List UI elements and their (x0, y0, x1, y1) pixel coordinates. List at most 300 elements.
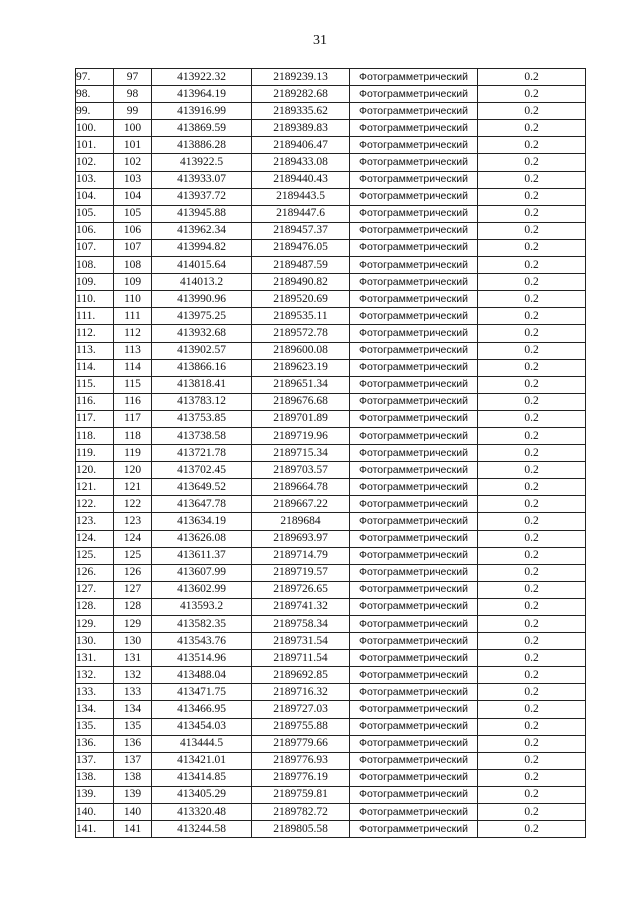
method-cell: Фотограмметрический (350, 530, 478, 547)
y-coordinate-cell: 2189520.69 (252, 291, 350, 308)
point-id-cell: 121 (114, 479, 152, 496)
table-row (76, 86, 586, 103)
y-coordinate-cell: 2189776.93 (252, 752, 350, 769)
x-coordinate-cell: 413866.16 (152, 359, 252, 376)
x-coordinate-cell: 413421.01 (152, 752, 252, 769)
accuracy-cell: 0.2 (478, 171, 586, 188)
row-number-cell: 112. (76, 325, 114, 342)
accuracy-cell: 0.2 (478, 786, 586, 803)
point-id-cell: 117 (114, 410, 152, 427)
method-cell: Фотограмметрический (350, 325, 478, 342)
method-cell: Фотограмметрический (350, 154, 478, 171)
method-cell: Фотограмметрический (350, 445, 478, 462)
y-coordinate-cell: 2189572.78 (252, 325, 350, 342)
method-cell: Фотограмметрический (350, 69, 478, 86)
point-id-cell: 113 (114, 342, 152, 359)
x-coordinate-cell: 413994.82 (152, 239, 252, 256)
table-row (76, 342, 586, 359)
table-row (76, 154, 586, 171)
y-coordinate-cell: 2189741.32 (252, 598, 350, 615)
y-coordinate-cell: 2189758.34 (252, 616, 350, 633)
point-id-cell: 128 (114, 598, 152, 615)
method-cell: Фотограмметрический (350, 462, 478, 479)
row-number-cell: 126. (76, 564, 114, 581)
accuracy-cell: 0.2 (478, 564, 586, 581)
x-coordinate-cell: 413414.85 (152, 769, 252, 786)
row-number-cell: 137. (76, 752, 114, 769)
row-number-cell: 129. (76, 616, 114, 633)
table-row (76, 410, 586, 427)
accuracy-cell: 0.2 (478, 120, 586, 137)
point-id-cell: 97 (114, 69, 152, 86)
y-coordinate-cell: 2189623.19 (252, 359, 350, 376)
method-cell: Фотограмметрический (350, 769, 478, 786)
row-number-cell: 116. (76, 393, 114, 410)
row-number-cell: 98. (76, 86, 114, 103)
page-number: 31 (313, 33, 327, 48)
y-coordinate-cell: 2189487.59 (252, 257, 350, 274)
table-row (76, 786, 586, 803)
method-cell: Фотограмметрический (350, 752, 478, 769)
table-row (76, 222, 586, 239)
point-id-cell: 141 (114, 821, 152, 838)
method-cell: Фотограмметрический (350, 513, 478, 530)
y-coordinate-cell: 2189719.57 (252, 564, 350, 581)
method-cell: Фотограмметрический (350, 171, 478, 188)
table-row (76, 274, 586, 291)
x-coordinate-cell: 413902.57 (152, 342, 252, 359)
x-coordinate-cell: 413922.5 (152, 154, 252, 171)
accuracy-cell: 0.2 (478, 427, 586, 444)
accuracy-cell: 0.2 (478, 274, 586, 291)
y-coordinate-cell: 2189664.78 (252, 479, 350, 496)
y-coordinate-cell: 2189716.32 (252, 684, 350, 701)
method-cell: Фотограмметрический (350, 479, 478, 496)
accuracy-cell: 0.2 (478, 376, 586, 393)
x-coordinate-cell: 413543.76 (152, 633, 252, 650)
point-id-cell: 112 (114, 325, 152, 342)
table-row (76, 530, 586, 547)
method-cell: Фотограмметрический (350, 359, 478, 376)
x-coordinate-cell: 413582.35 (152, 616, 252, 633)
method-cell: Фотограмметрический (350, 393, 478, 410)
method-cell: Фотограмметрический (350, 291, 478, 308)
row-number-cell: 128. (76, 598, 114, 615)
y-coordinate-cell: 2189239.13 (252, 69, 350, 86)
point-id-cell: 100 (114, 120, 152, 137)
point-id-cell: 115 (114, 376, 152, 393)
table-row (76, 752, 586, 769)
point-id-cell: 103 (114, 171, 152, 188)
table-row (76, 769, 586, 786)
y-coordinate-cell: 2189703.57 (252, 462, 350, 479)
row-number-cell: 131. (76, 650, 114, 667)
accuracy-cell: 0.2 (478, 769, 586, 786)
x-coordinate-cell: 413405.29 (152, 786, 252, 803)
point-id-cell: 132 (114, 667, 152, 684)
table-row (76, 171, 586, 188)
method-cell: Фотограмметрический (350, 257, 478, 274)
y-coordinate-cell: 2189684 (252, 513, 350, 530)
table-row (76, 291, 586, 308)
point-id-cell: 135 (114, 718, 152, 735)
x-coordinate-cell: 414013.2 (152, 274, 252, 291)
row-number-cell: 133. (76, 684, 114, 701)
accuracy-cell: 0.2 (478, 650, 586, 667)
table-row (76, 427, 586, 444)
point-id-cell: 102 (114, 154, 152, 171)
table-row (76, 633, 586, 650)
accuracy-cell: 0.2 (478, 616, 586, 633)
coordinates-table (75, 68, 586, 838)
x-coordinate-cell: 413738.58 (152, 427, 252, 444)
point-id-cell: 111 (114, 308, 152, 325)
accuracy-cell: 0.2 (478, 718, 586, 735)
accuracy-cell: 0.2 (478, 154, 586, 171)
point-id-cell: 116 (114, 393, 152, 410)
method-cell: Фотограмметрический (350, 684, 478, 701)
accuracy-cell: 0.2 (478, 188, 586, 205)
table-row (76, 239, 586, 256)
row-number-cell: 125. (76, 547, 114, 564)
method-cell: Фотограмметрический (350, 821, 478, 838)
accuracy-cell: 0.2 (478, 667, 586, 684)
method-cell: Фотограмметрический (350, 496, 478, 513)
x-coordinate-cell: 413514.96 (152, 650, 252, 667)
row-number-cell: 97. (76, 69, 114, 86)
y-coordinate-cell: 2189759.81 (252, 786, 350, 803)
table-row (76, 188, 586, 205)
point-id-cell: 129 (114, 616, 152, 633)
row-number-cell: 118. (76, 427, 114, 444)
x-coordinate-cell: 413753.85 (152, 410, 252, 427)
point-id-cell: 136 (114, 735, 152, 752)
method-cell: Фотограмметрический (350, 804, 478, 821)
y-coordinate-cell: 2189805.58 (252, 821, 350, 838)
y-coordinate-cell: 2189755.88 (252, 718, 350, 735)
point-id-cell: 98 (114, 86, 152, 103)
point-id-cell: 109 (114, 274, 152, 291)
method-cell: Фотограмметрический (350, 701, 478, 718)
row-number-cell: 106. (76, 222, 114, 239)
table-row (76, 804, 586, 821)
accuracy-cell: 0.2 (478, 69, 586, 86)
point-id-cell: 110 (114, 291, 152, 308)
x-coordinate-cell: 413602.99 (152, 581, 252, 598)
accuracy-cell: 0.2 (478, 239, 586, 256)
row-number-cell: 114. (76, 359, 114, 376)
x-coordinate-cell: 413869.59 (152, 120, 252, 137)
accuracy-cell: 0.2 (478, 205, 586, 222)
x-coordinate-cell: 413975.25 (152, 308, 252, 325)
row-number-cell: 107. (76, 239, 114, 256)
table-row (76, 496, 586, 513)
method-cell: Фотограмметрический (350, 633, 478, 650)
method-cell: Фотограмметрический (350, 205, 478, 222)
y-coordinate-cell: 2189719.96 (252, 427, 350, 444)
row-number-cell: 141. (76, 821, 114, 838)
table-row (76, 598, 586, 615)
y-coordinate-cell: 2189447.6 (252, 205, 350, 222)
table-row (76, 393, 586, 410)
row-number-cell: 105. (76, 205, 114, 222)
accuracy-cell: 0.2 (478, 257, 586, 274)
point-id-cell: 114 (114, 359, 152, 376)
row-number-cell: 103. (76, 171, 114, 188)
accuracy-cell: 0.2 (478, 547, 586, 564)
accuracy-cell: 0.2 (478, 359, 586, 376)
method-cell: Фотограмметрический (350, 564, 478, 581)
point-id-cell: 138 (114, 769, 152, 786)
row-number-cell: 101. (76, 137, 114, 154)
row-number-cell: 120. (76, 462, 114, 479)
table-row (76, 821, 586, 838)
point-id-cell: 130 (114, 633, 152, 650)
method-cell: Фотограмметрический (350, 86, 478, 103)
method-cell: Фотограмметрический (350, 667, 478, 684)
method-cell: Фотограмметрический (350, 274, 478, 291)
table-row (76, 103, 586, 120)
point-id-cell: 105 (114, 205, 152, 222)
y-coordinate-cell: 2189433.08 (252, 154, 350, 171)
y-coordinate-cell: 2189282.68 (252, 86, 350, 103)
method-cell: Фотограмметрический (350, 222, 478, 239)
y-coordinate-cell: 2189457.37 (252, 222, 350, 239)
y-coordinate-cell: 2189406.47 (252, 137, 350, 154)
point-id-cell: 124 (114, 530, 152, 547)
table-row (76, 581, 586, 598)
point-id-cell: 104 (114, 188, 152, 205)
method-cell: Фотограмметрический (350, 308, 478, 325)
x-coordinate-cell: 413721.78 (152, 445, 252, 462)
x-coordinate-cell: 413466.95 (152, 701, 252, 718)
row-number-cell: 139. (76, 786, 114, 803)
row-number-cell: 138. (76, 769, 114, 786)
accuracy-cell: 0.2 (478, 581, 586, 598)
method-cell: Фотограмметрический (350, 188, 478, 205)
row-number-cell: 132. (76, 667, 114, 684)
x-coordinate-cell: 413593.2 (152, 598, 252, 615)
point-id-cell: 131 (114, 650, 152, 667)
x-coordinate-cell: 413933.07 (152, 171, 252, 188)
point-id-cell: 134 (114, 701, 152, 718)
row-number-cell: 111. (76, 308, 114, 325)
x-coordinate-cell: 413964.19 (152, 86, 252, 103)
y-coordinate-cell: 2189535.11 (252, 308, 350, 325)
y-coordinate-cell: 2189782.72 (252, 804, 350, 821)
method-cell: Фотограмметрический (350, 547, 478, 564)
point-id-cell: 122 (114, 496, 152, 513)
row-number-cell: 123. (76, 513, 114, 530)
point-id-cell: 108 (114, 257, 152, 274)
point-id-cell: 126 (114, 564, 152, 581)
y-coordinate-cell: 2189651.34 (252, 376, 350, 393)
method-cell: Фотограмметрический (350, 598, 478, 615)
x-coordinate-cell: 413783.12 (152, 393, 252, 410)
table-row (76, 205, 586, 222)
x-coordinate-cell: 413444.5 (152, 735, 252, 752)
point-id-cell: 123 (114, 513, 152, 530)
accuracy-cell: 0.2 (478, 633, 586, 650)
accuracy-cell: 0.2 (478, 821, 586, 838)
table-row (76, 564, 586, 581)
x-coordinate-cell: 413649.52 (152, 479, 252, 496)
y-coordinate-cell: 2189389.83 (252, 120, 350, 137)
x-coordinate-cell: 413471.75 (152, 684, 252, 701)
method-cell: Фотограмметрический (350, 786, 478, 803)
row-number-cell: 130. (76, 633, 114, 650)
accuracy-cell: 0.2 (478, 342, 586, 359)
x-coordinate-cell: 413922.32 (152, 69, 252, 86)
y-coordinate-cell: 2189727.03 (252, 701, 350, 718)
accuracy-cell: 0.2 (478, 479, 586, 496)
accuracy-cell: 0.2 (478, 86, 586, 103)
y-coordinate-cell: 2189692.85 (252, 667, 350, 684)
table-row (76, 513, 586, 530)
method-cell: Фотограмметрический (350, 650, 478, 667)
y-coordinate-cell: 2189776.19 (252, 769, 350, 786)
row-number-cell: 102. (76, 154, 114, 171)
x-coordinate-cell: 413932.68 (152, 325, 252, 342)
table-row (76, 445, 586, 462)
table-row (76, 257, 586, 274)
accuracy-cell: 0.2 (478, 410, 586, 427)
row-number-cell: 140. (76, 804, 114, 821)
x-coordinate-cell: 413647.78 (152, 496, 252, 513)
accuracy-cell: 0.2 (478, 291, 586, 308)
table-row (76, 479, 586, 496)
accuracy-cell: 0.2 (478, 496, 586, 513)
table-row (76, 547, 586, 564)
point-id-cell: 101 (114, 137, 152, 154)
table-row (76, 325, 586, 342)
y-coordinate-cell: 2189440.43 (252, 171, 350, 188)
accuracy-cell: 0.2 (478, 752, 586, 769)
x-coordinate-cell: 413488.04 (152, 667, 252, 684)
row-number-cell: 109. (76, 274, 114, 291)
row-number-cell: 135. (76, 718, 114, 735)
row-number-cell: 99. (76, 103, 114, 120)
table-row (76, 462, 586, 479)
accuracy-cell: 0.2 (478, 137, 586, 154)
row-number-cell: 119. (76, 445, 114, 462)
x-coordinate-cell: 413611.37 (152, 547, 252, 564)
point-id-cell: 106 (114, 222, 152, 239)
point-id-cell: 99 (114, 103, 152, 120)
row-number-cell: 104. (76, 188, 114, 205)
point-id-cell: 120 (114, 462, 152, 479)
row-number-cell: 121. (76, 479, 114, 496)
table-row (76, 701, 586, 718)
accuracy-cell: 0.2 (478, 308, 586, 325)
x-coordinate-cell: 413607.99 (152, 564, 252, 581)
accuracy-cell: 0.2 (478, 684, 586, 701)
y-coordinate-cell: 2189714.79 (252, 547, 350, 564)
point-id-cell: 118 (114, 427, 152, 444)
y-coordinate-cell: 2189715.34 (252, 445, 350, 462)
method-cell: Фотограмметрический (350, 376, 478, 393)
row-number-cell: 117. (76, 410, 114, 427)
y-coordinate-cell: 2189726.65 (252, 581, 350, 598)
table-row (76, 137, 586, 154)
point-id-cell: 137 (114, 752, 152, 769)
method-cell: Фотограмметрический (350, 120, 478, 137)
x-coordinate-cell: 414015.64 (152, 257, 252, 274)
y-coordinate-cell: 2189490.82 (252, 274, 350, 291)
row-number-cell: 110. (76, 291, 114, 308)
row-number-cell: 136. (76, 735, 114, 752)
y-coordinate-cell: 2189731.54 (252, 633, 350, 650)
row-number-cell: 124. (76, 530, 114, 547)
accuracy-cell: 0.2 (478, 701, 586, 718)
accuracy-cell: 0.2 (478, 393, 586, 410)
x-coordinate-cell: 413818.41 (152, 376, 252, 393)
accuracy-cell: 0.2 (478, 513, 586, 530)
accuracy-cell: 0.2 (478, 462, 586, 479)
x-coordinate-cell: 413945.88 (152, 205, 252, 222)
y-coordinate-cell: 2189779.66 (252, 735, 350, 752)
method-cell: Фотограмметрический (350, 718, 478, 735)
row-number-cell: 100. (76, 120, 114, 137)
method-cell: Фотограмметрический (350, 137, 478, 154)
table-row (76, 616, 586, 633)
method-cell: Фотограмметрический (350, 410, 478, 427)
x-coordinate-cell: 413990.96 (152, 291, 252, 308)
method-cell: Фотограмметрический (350, 616, 478, 633)
accuracy-cell: 0.2 (478, 325, 586, 342)
y-coordinate-cell: 2189667.22 (252, 496, 350, 513)
x-coordinate-cell: 413937.72 (152, 188, 252, 205)
x-coordinate-cell: 413634.19 (152, 513, 252, 530)
point-id-cell: 119 (114, 445, 152, 462)
point-id-cell: 127 (114, 581, 152, 598)
accuracy-cell: 0.2 (478, 103, 586, 120)
x-coordinate-cell: 413962.34 (152, 222, 252, 239)
y-coordinate-cell: 2189600.08 (252, 342, 350, 359)
point-id-cell: 107 (114, 239, 152, 256)
accuracy-cell: 0.2 (478, 598, 586, 615)
row-number-cell: 122. (76, 496, 114, 513)
table-row (76, 667, 586, 684)
point-id-cell: 125 (114, 547, 152, 564)
point-id-cell: 140 (114, 804, 152, 821)
row-number-cell: 115. (76, 376, 114, 393)
row-number-cell: 113. (76, 342, 114, 359)
x-coordinate-cell: 413886.28 (152, 137, 252, 154)
y-coordinate-cell: 2189693.97 (252, 530, 350, 547)
x-coordinate-cell: 413244.58 (152, 821, 252, 838)
accuracy-cell: 0.2 (478, 222, 586, 239)
accuracy-cell: 0.2 (478, 445, 586, 462)
method-cell: Фотограмметрический (350, 581, 478, 598)
y-coordinate-cell: 2189335.62 (252, 103, 350, 120)
x-coordinate-cell: 413916.99 (152, 103, 252, 120)
x-coordinate-cell: 413626.08 (152, 530, 252, 547)
accuracy-cell: 0.2 (478, 804, 586, 821)
method-cell: Фотограмметрический (350, 427, 478, 444)
method-cell: Фотограмметрический (350, 735, 478, 752)
table-row (76, 308, 586, 325)
table-row (76, 718, 586, 735)
row-number-cell: 134. (76, 701, 114, 718)
table-row (76, 69, 586, 86)
x-coordinate-cell: 413320.48 (152, 804, 252, 821)
table-row (76, 120, 586, 137)
table-row (76, 735, 586, 752)
row-number-cell: 108. (76, 257, 114, 274)
y-coordinate-cell: 2189711.54 (252, 650, 350, 667)
x-coordinate-cell: 413454.03 (152, 718, 252, 735)
